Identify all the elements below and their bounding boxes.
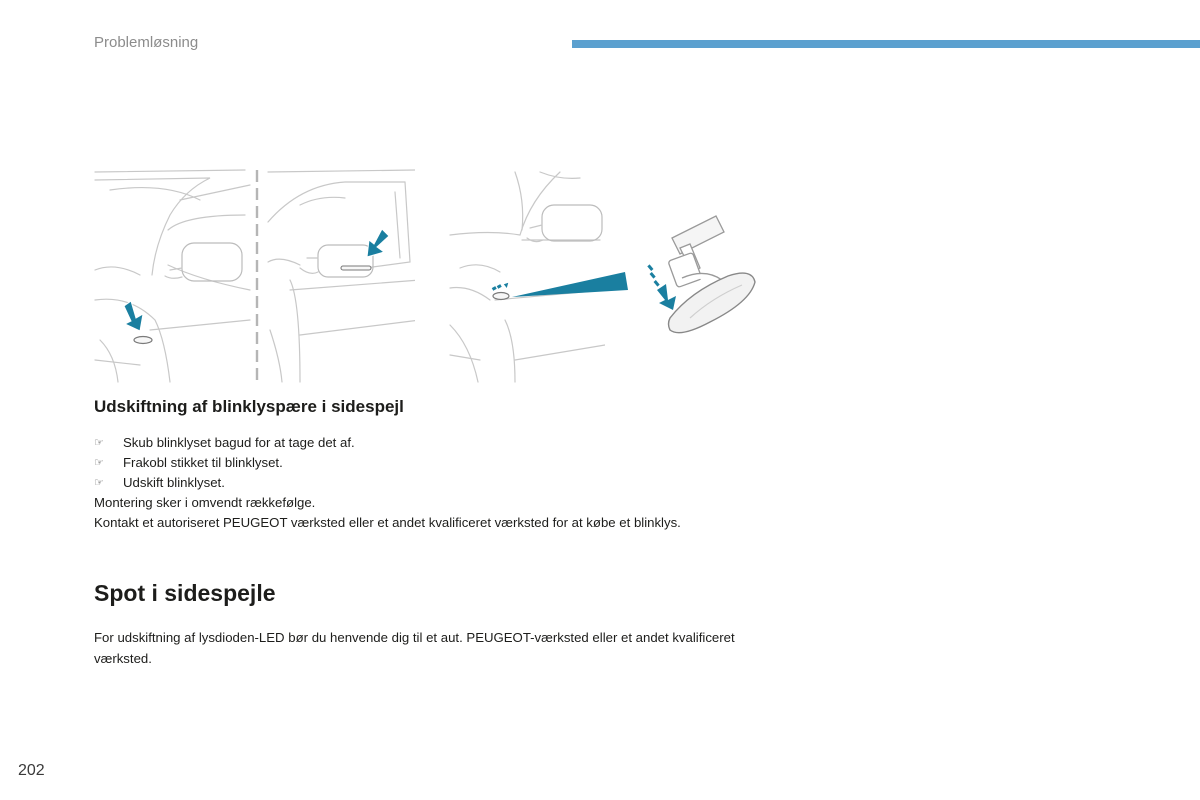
arrow-push-icon [503, 282, 509, 289]
list-item [94, 453, 355, 473]
detail-view [668, 216, 724, 288]
side-indicator-lamp-detail [493, 293, 509, 300]
spot-heading: Spot i sidespejle [94, 580, 276, 606]
step-text: Udskift blinklyset. [123, 475, 225, 490]
step-text: Skub blinklyset bagud for at tage det af. [123, 435, 355, 450]
list-item [94, 433, 355, 453]
illustration-panel-2 [268, 170, 420, 382]
mirror-indicator-lamp [341, 266, 371, 270]
list-item [94, 473, 355, 493]
running-header: Problemløsning [94, 34, 199, 51]
steps-list [94, 433, 355, 493]
illustration-panel-3 [450, 172, 605, 382]
page-number: 202 [18, 762, 45, 779]
hand-pointer-icon: ☞ [94, 437, 104, 449]
section-heading: Udskiftning af blinklyspære i sidespejl [94, 397, 404, 416]
hand-pointer-icon: ☞ [94, 457, 104, 469]
dealer-note: Kontakt et autoriseret PEUGEOT værksted eller et andet kvalificeret værksted for at købe et blinklys. [94, 515, 681, 530]
step-text: Frakobl stikket til blinklyset. [123, 455, 283, 470]
illustration-panel-1 [95, 170, 250, 382]
hand-pointer-icon: ☞ [94, 477, 104, 489]
side-indicator-lamp [134, 337, 152, 344]
arrow-detail-icon [657, 284, 676, 310]
arrow-down-left-icon [367, 229, 389, 257]
spot-body: For udskiftning af lysdioden-LED bør du henvende dig til et aut. PEUGEOT-værksted eller et andet kvalificeret værksted. [94, 630, 735, 666]
reassembly-note: Montering sker i omvendt rækkefølge. [94, 495, 316, 510]
